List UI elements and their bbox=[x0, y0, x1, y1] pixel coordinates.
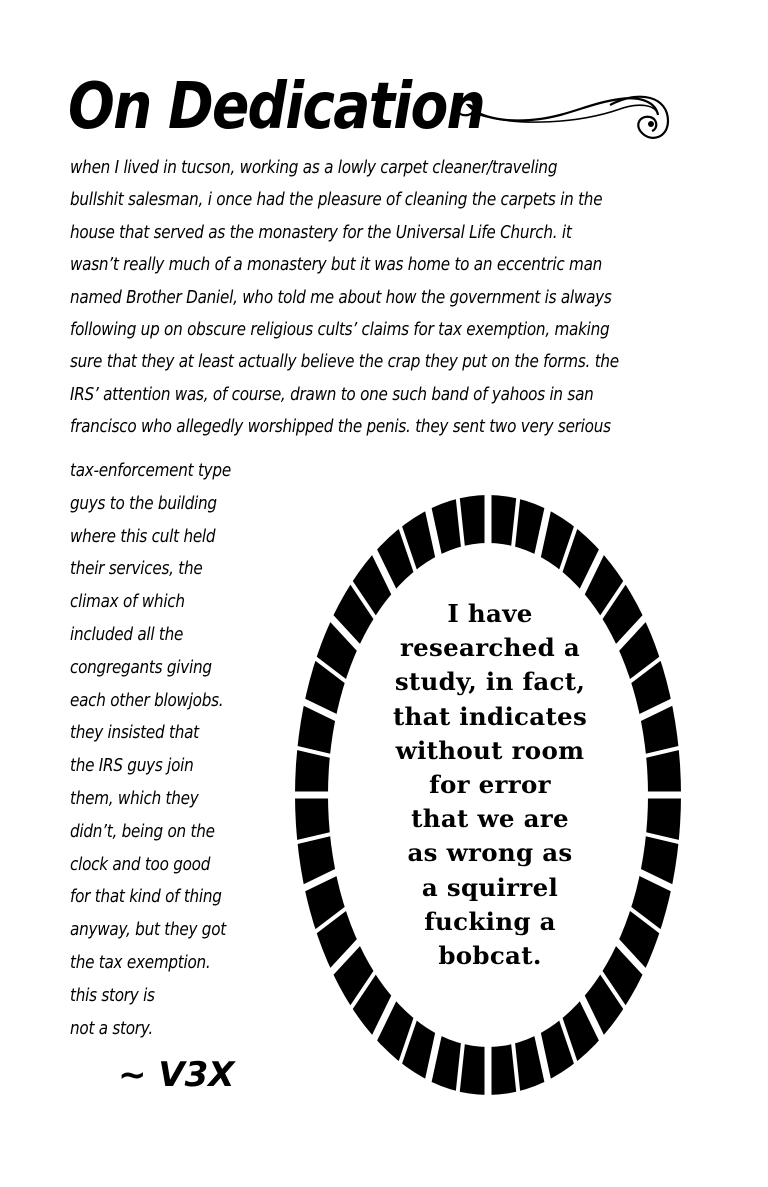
column-line: them, which they bbox=[70, 787, 199, 809]
intro-line: bullshit salesman, i once had the pleasure of cleaning the carpets in the bbox=[70, 189, 603, 211]
intro-line: francisco who allegedly worshipped the penis. they sent two very serious bbox=[70, 416, 611, 438]
column-line: didn’t, being on the bbox=[70, 820, 215, 842]
author-signature: ~ V3X bbox=[118, 1055, 235, 1095]
quote-line: as wrong as bbox=[407, 838, 573, 868]
flourish-ornament-icon bbox=[450, 75, 690, 155]
column-line: climax of which bbox=[70, 591, 185, 613]
intro-line: when I lived in tucson, working as a lowly carpet cleaner/traveling bbox=[70, 157, 558, 178]
column-line: not a story. bbox=[70, 1017, 153, 1039]
intro-line: IRS’ attention was, of course, drawn to one such band of yahoos in san bbox=[70, 383, 594, 405]
quote-line: fucking a bbox=[424, 906, 556, 936]
column-line: for that kind of thing bbox=[70, 886, 222, 908]
column-line: their services, the bbox=[70, 558, 203, 580]
pull-quote bbox=[360, 597, 620, 973]
column-line: congregants giving bbox=[70, 656, 212, 678]
column-line: included all the bbox=[70, 623, 184, 645]
column-paragraph bbox=[70, 455, 285, 1045]
column-line: tax-enforcement type bbox=[70, 460, 231, 481]
intro-line: following up on obscure religious cults’ claims for tax exemption, making bbox=[70, 319, 610, 341]
column-line: guys to the building bbox=[70, 492, 217, 514]
intro-line: named Brother Daniel, who told me about how the government is always bbox=[70, 286, 612, 308]
intro-paragraph bbox=[70, 152, 710, 444]
quote-line: bobcat. bbox=[438, 941, 542, 971]
quote-line: without room bbox=[395, 735, 585, 765]
intro-line: wasn’t really much of a monastery but it was home to an eccentric man bbox=[70, 254, 603, 276]
quote-line: a squirrel bbox=[421, 872, 559, 902]
column-line: the tax exemption. bbox=[70, 951, 211, 973]
quote-line: study, in fact, bbox=[394, 667, 586, 697]
quote-line: that indicates bbox=[392, 701, 588, 731]
quote-line: I have bbox=[447, 599, 533, 628]
intro-line: house that served as the monastery for the Universal Life Church. it bbox=[70, 221, 572, 243]
intro-line: sure that they at least actually believe the crap they put on the forms. the bbox=[70, 351, 619, 373]
quote-line: that we are bbox=[411, 804, 569, 834]
column-line: where this cult held bbox=[70, 525, 216, 547]
column-line: this story is bbox=[70, 984, 155, 1006]
column-line: clock and too good bbox=[70, 853, 211, 875]
column-line: the IRS guys join bbox=[70, 755, 194, 777]
column-line: each other blowjobs. bbox=[70, 689, 224, 711]
quote-line: for error bbox=[429, 770, 551, 800]
page-title: On Dedication bbox=[68, 70, 484, 144]
column-line: anyway, but they got bbox=[70, 919, 226, 941]
quote-line: researched a bbox=[399, 633, 581, 663]
column-line: they insisted that bbox=[70, 722, 199, 744]
